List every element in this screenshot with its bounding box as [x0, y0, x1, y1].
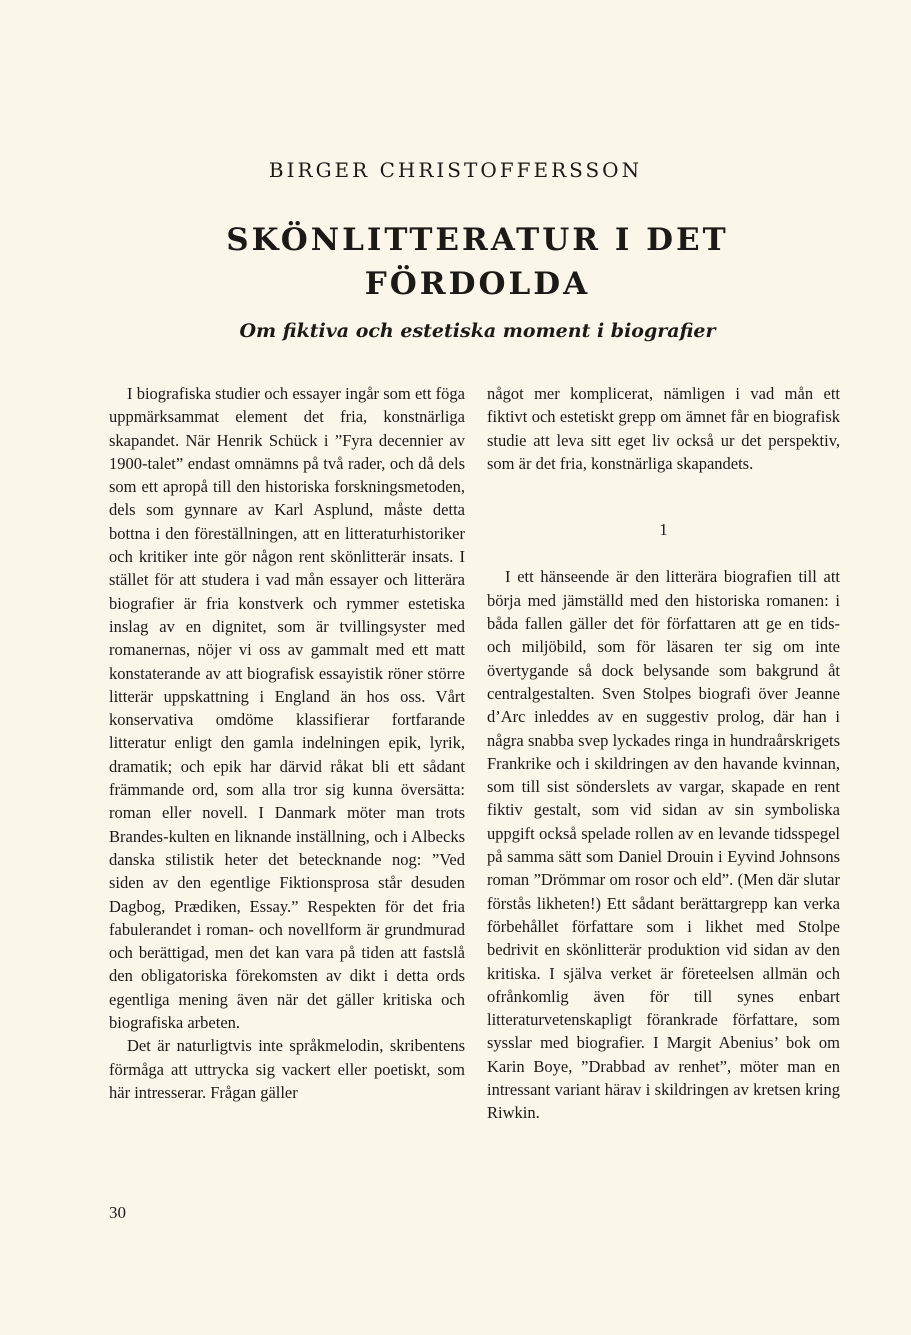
right-paragraph-2: I ett hänseende är den litterära biografien till att börja med jämställd med den historiska romanen: i båda fallen gäller det för författaren att ge en tids- och miljöbild, som för läsaren ter sig om inte övertygande så dock belysande som bakgrund åt centralgestalten. Sven Stolpes biografi över Jeanne d’Arc inleddes av en suggestiv prolog, där han i några snabba svep lyckades ringa in hundraårskrigets Frankrike och i skildringen av den havande kvinnan, som till sist sönderslets av vargar, skapade en rent fiktiv gestalt, som vid sidan av sin symboliska uppgift också spelade rollen av en levande tidsspegel på samma sätt som Daniel Drouin i Eyvind Johnsons roman ”Drömmar om rosor och eld”. (Men där slutar förstås likheten!) Ett sådant berättargrepp kan verka förbehållet författare som i likhet med Stolpe bedrivit en skönlitterär produktion vid sidan av den kritiska. I själva verket är företeelsen allmän och ofrånkomlig även för till synes enbart litteraturvetenskapligt förankrade författare, som sysslar med biografier. I Margit Abenius’ bok om Karin Boye, ”Drabbad av renhet”, möter man en intressant variant härav i skildringen av kretsen kring Riwkin. — [487, 567, 840, 1123]
right-paragraph-1: något mer komplicerat, nämligen i vad mån ett fiktivt och estetiskt grepp om ämnet får en biografisk studie att leva sitt eget liv också ur det perspektiv, som är det fria, konstnärliga skapandets. — [487, 384, 840, 473]
title-line-1: SKÖNLITTERATUR I DET — [226, 222, 729, 258]
left-column — [109, 382, 465, 1104]
article-subtitle: Om fiktiva och estetiska moment i biografier — [239, 320, 716, 342]
left-paragraph-2: Det är naturligtvis inte språkmelodin, skribentens förmåga att uttrycka sig vackert eller poetiskt, som här intresserar. Frågan gäller — [109, 1036, 465, 1102]
section-number: 1 — [659, 520, 668, 540]
right-column — [487, 382, 840, 1125]
left-paragraph-1: I biografiska studier och essayer ingår som ett föga uppmärksammat element det fria, konstnärliga skapandet. När Henrik Schück i ”Fyra decennier av 1900-talet” endast omnämns på två rader, och då dels som ett apropå till den historiska forskningsmetoden, dels som gynnare av Karl Asplund, måste detta bottna i den föreställningen, att en litteraturhistoriker och kritiker inte gör någon rent skönlitterär insats. I stället för att studera i vad mån essayer och litterära biografier är fria konstverk och rymmer estetiska inslag av en dignitet, som är tvillingsyster med romanernas, nöjer vi oss av gammalt med ett matt konstaterande av att biografisk essayistik röner större litterär uppskattning i England än hos oss. Vårt konservativa omdöme klassifierar fortfarande litteratur enligt den gamla indelningen epik, lyrik, dramatik; och epik har därvid råkat bli ett sådant främmande ord, som alla tror sig kunna översätta: roman eller novell. I Danmark möter man trots Brandes-kulten en liknande inställning, och i Albecks danska stilistik heter det betecknande nog: ”Ved siden av den egentlige Fiktionsprosa står desuden Dagbog, Prædiken, Essay.” Respekten för det fria fabulerandet i roman- och novellform är grundmurad och berättigad, men det kan vara på tiden att fastslå den obligatoriska förekomsten av dikt i detta ords egentliga mening även när det gäller kritiska och biografiska arbeten. — [109, 384, 465, 1033]
article-title — [0, 218, 911, 306]
page-number: 30 — [109, 1203, 126, 1222]
author-name: BIRGER CHRISTOFFERSSON — [268, 158, 643, 182]
title-line-2: FÖRDOLDA — [364, 266, 591, 302]
